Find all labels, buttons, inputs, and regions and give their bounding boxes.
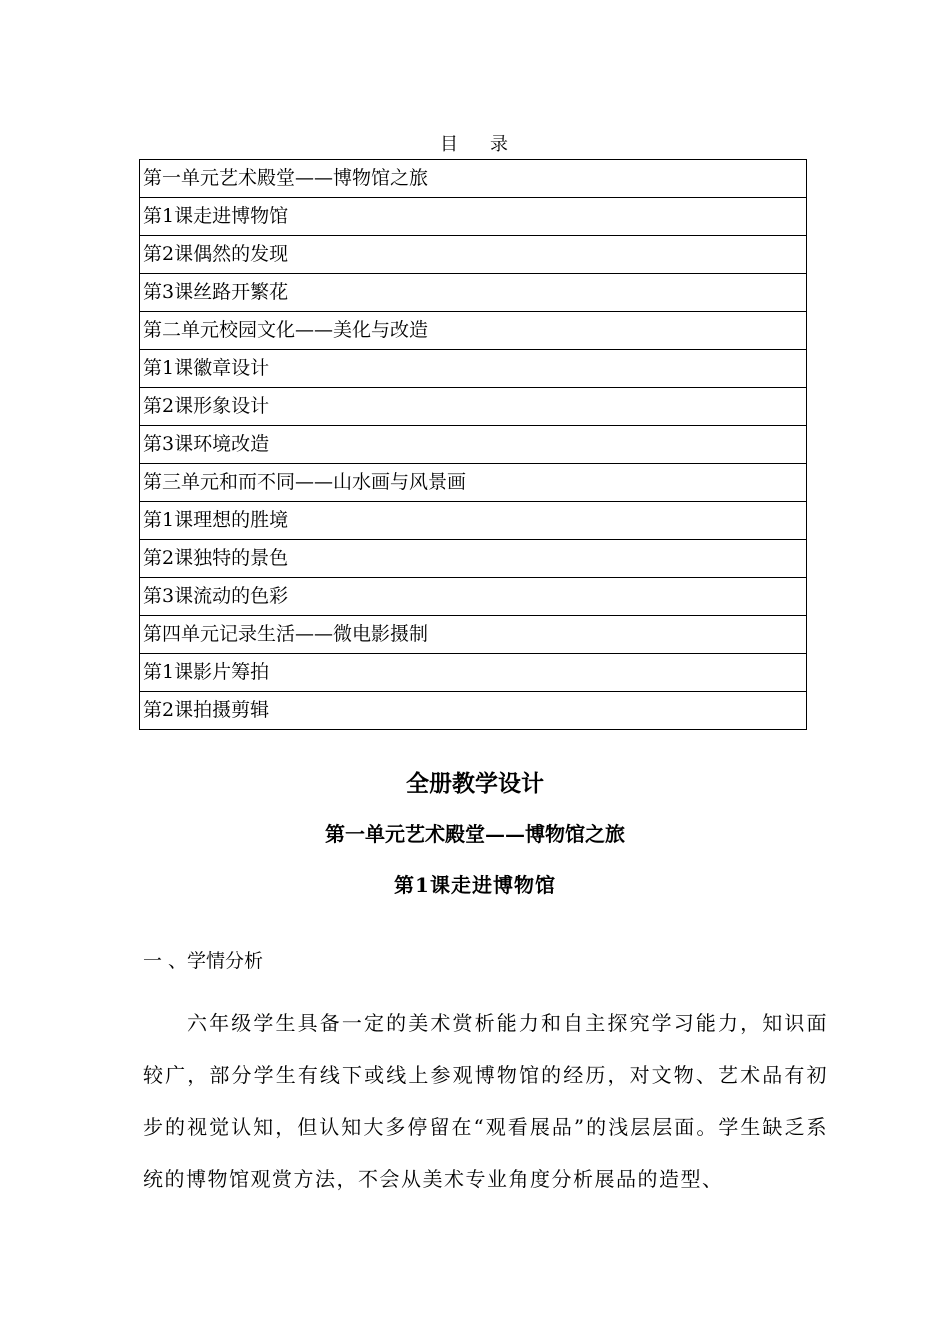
body-paragraph: 六年级学生具备一定的美术赏析能力和自主探究学习能力，知识面较广，部分学生有线下或线上参观博物馆的经历，对文物、艺术品有初步的视觉认知，但认知大多停留在“观看展品”的浅层层面。学生缺乏系统的博物馆观赏方法，不会从美术专业角度分析展品的造型、 xyxy=(143,1011,828,1191)
toc-row xyxy=(140,464,807,502)
toc-title xyxy=(0,130,950,156)
toc-row xyxy=(140,654,807,692)
toc-entry-lesson[interactable]: 第3课流动的色彩 xyxy=(140,578,807,616)
toc-row xyxy=(140,426,807,464)
toc-table xyxy=(139,159,807,730)
toc-row xyxy=(140,616,807,654)
toc-entry-lesson[interactable]: 第1课理想的胜境 xyxy=(140,502,807,540)
toc-entry-unit-2[interactable]: 第二单元校园文化——美化与改造 xyxy=(140,312,807,350)
toc-row xyxy=(140,692,807,730)
toc-entry-lesson[interactable]: 第2课偶然的发现 xyxy=(140,236,807,274)
toc-entry-unit-4[interactable]: 第四单元记录生活——微电影摄制 xyxy=(140,616,807,654)
main-title: 全册教学设计 xyxy=(406,770,544,797)
toc-row xyxy=(140,312,807,350)
toc-entry-lesson[interactable]: 第3课丝路开繁花 xyxy=(140,274,807,312)
toc-row xyxy=(140,274,807,312)
toc-title-char-1: 目 xyxy=(440,134,460,155)
toc-row xyxy=(140,540,807,578)
toc-row xyxy=(140,578,807,616)
unit-title: 第一单元艺术殿堂——博物馆之旅 xyxy=(325,822,625,846)
toc-entry-unit-3[interactable]: 第三单元和而不同——山水画与风景画 xyxy=(140,464,807,502)
toc-row xyxy=(140,502,807,540)
toc-row xyxy=(140,350,807,388)
toc-entry-unit-1[interactable]: 第一单元艺术殿堂——博物馆之旅 xyxy=(140,160,807,198)
toc-entry-lesson[interactable]: 第3课环境改造 xyxy=(140,426,807,464)
toc-entry-lesson[interactable]: 第1课徽章设计 xyxy=(140,350,807,388)
toc-entry-lesson[interactable]: 第2课形象设计 xyxy=(140,388,807,426)
toc-row xyxy=(140,160,807,198)
toc-entry-lesson[interactable]: 第1课影片筹拍 xyxy=(140,654,807,692)
section-heading: 一 、学情分析 xyxy=(143,950,264,972)
toc-entry-lesson[interactable]: 第2课拍摄剪辑 xyxy=(140,692,807,730)
toc-entry-lesson[interactable]: 第1课走进博物馆 xyxy=(140,198,807,236)
toc-row xyxy=(140,198,807,236)
lesson-title: 第1课走进博物馆 xyxy=(394,873,556,897)
toc-row xyxy=(140,236,807,274)
toc-entry-lesson[interactable]: 第2课独特的景色 xyxy=(140,540,807,578)
toc-row xyxy=(140,388,807,426)
toc-title-char-2: 录 xyxy=(490,134,510,155)
